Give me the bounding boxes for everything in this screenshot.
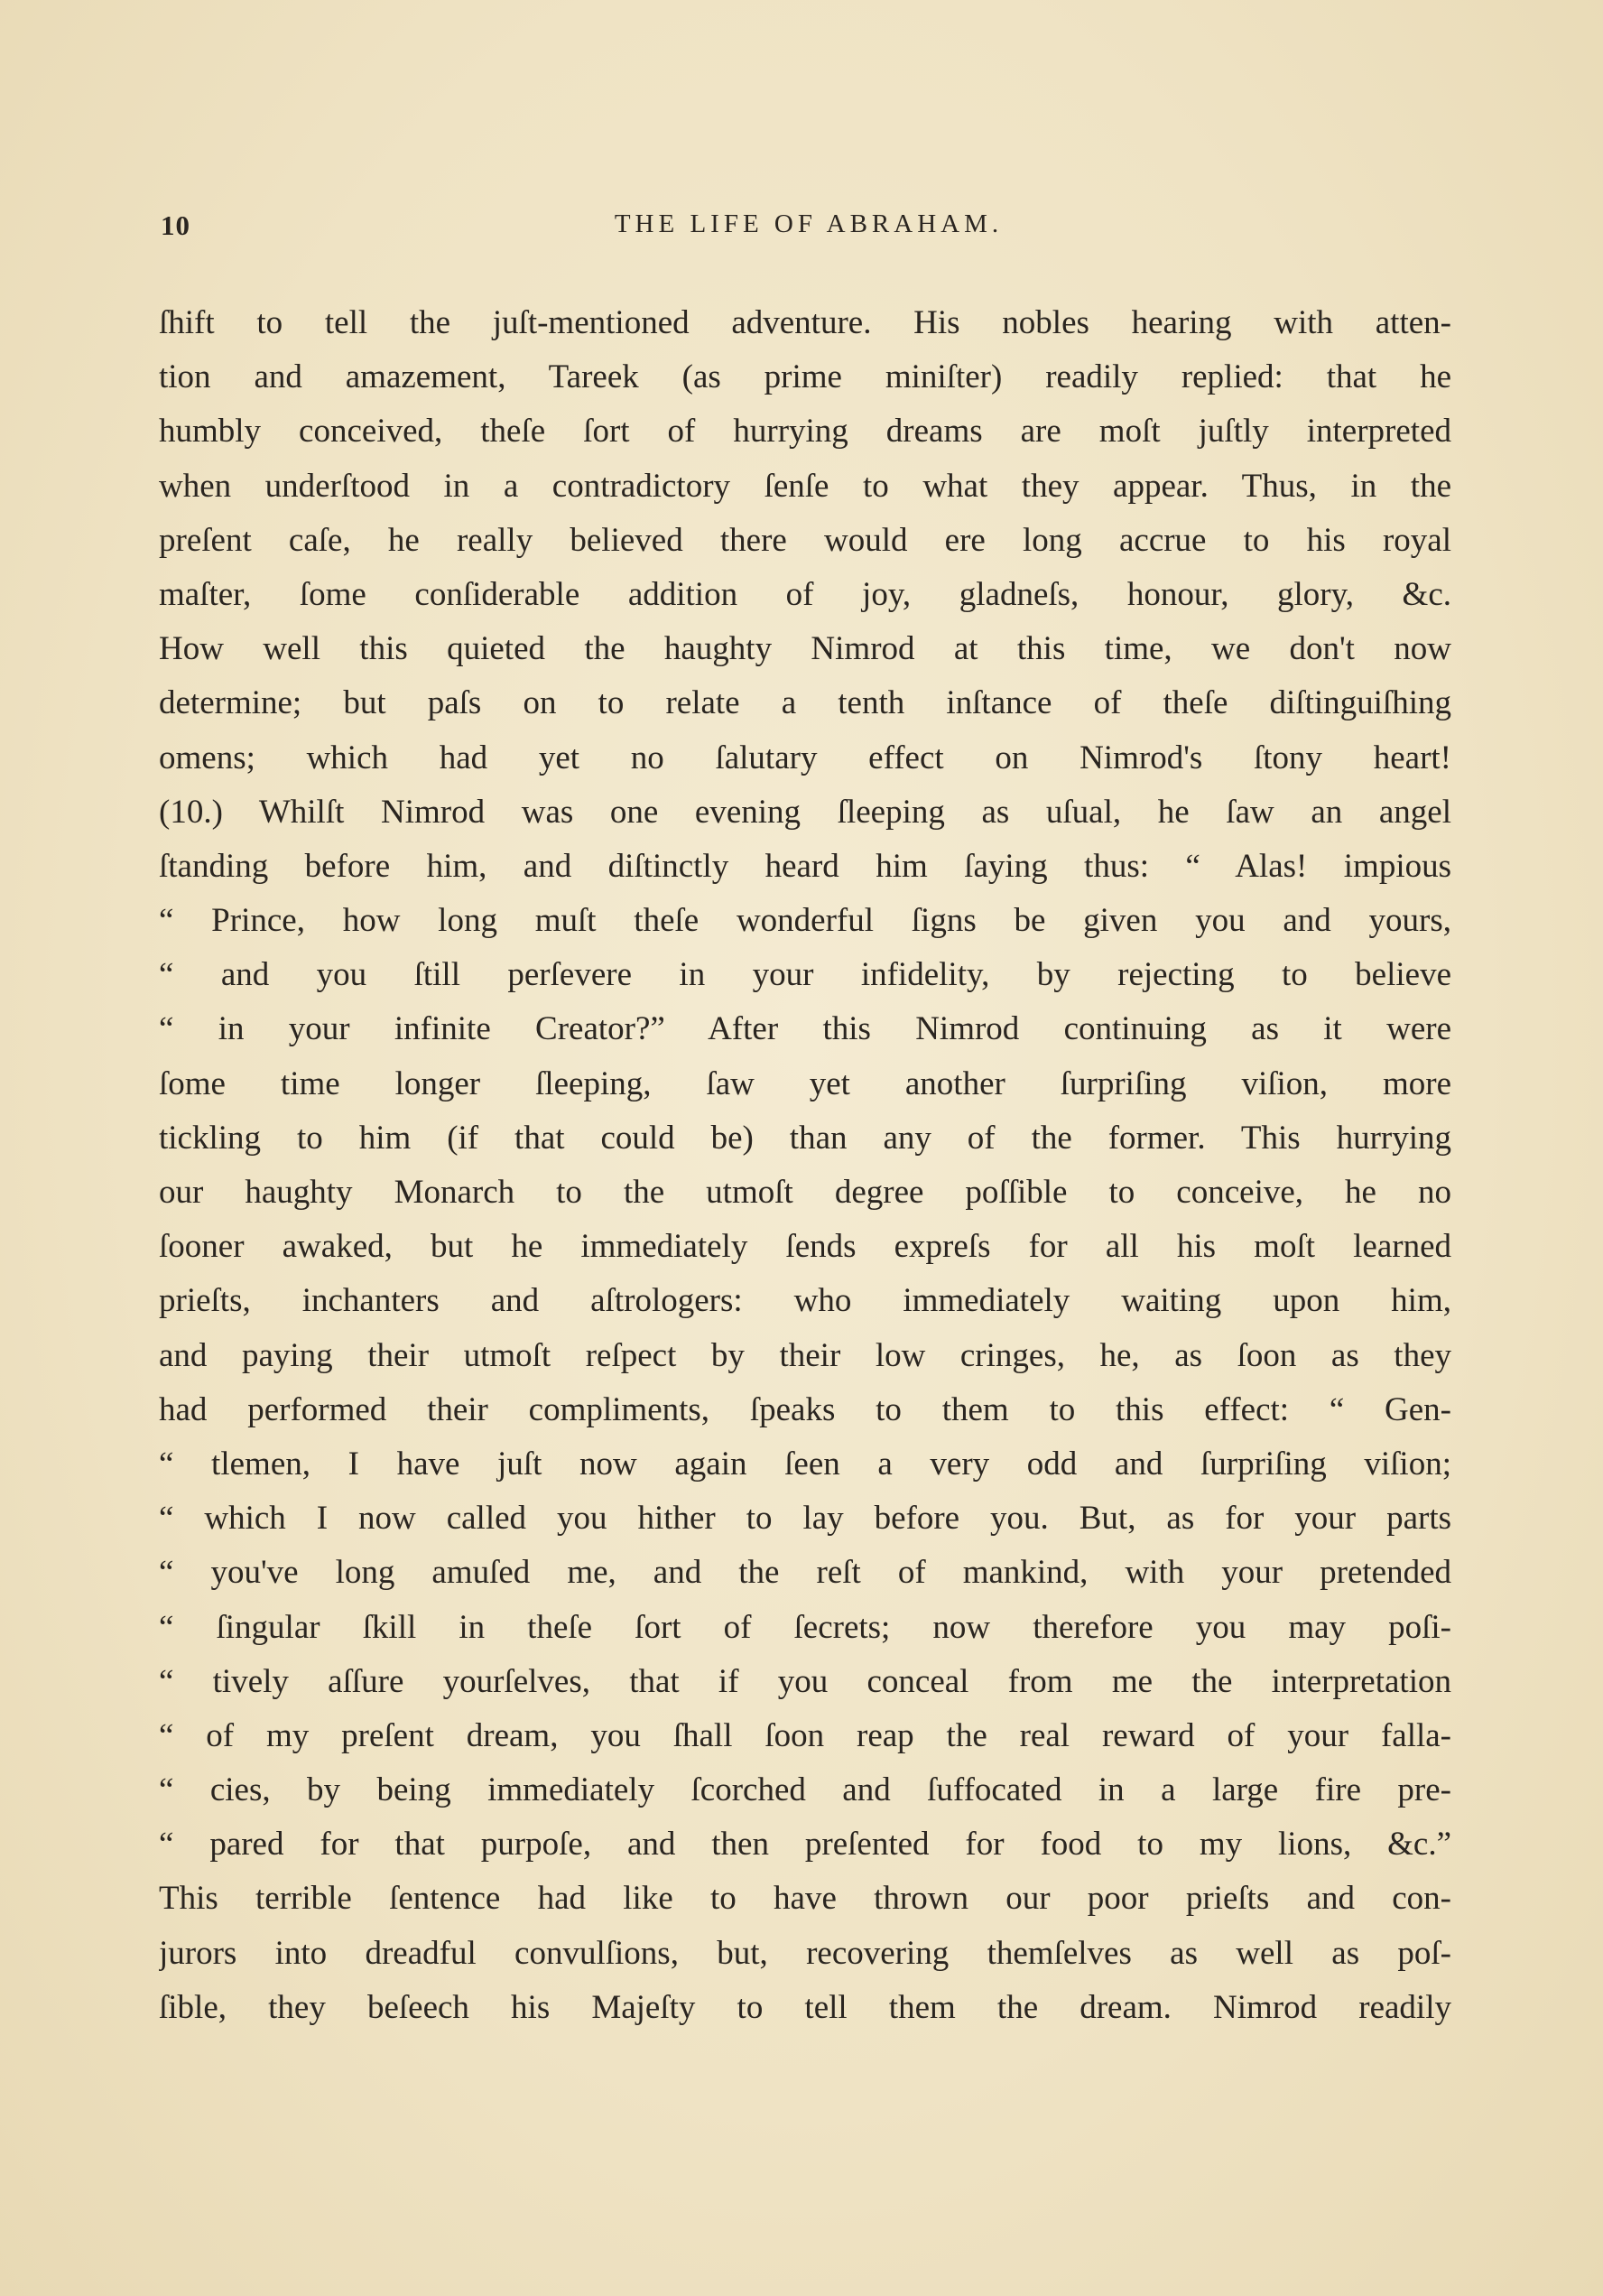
text-line: and paying their utmoſt reſpect by their low cringes, he, as ſoon as they	[159, 1336, 1451, 1374]
text-line: humbly conceived, theſe ſort of hurrying dreams are moſt juſtly interpreted	[159, 413, 1451, 451]
page-header	[161, 209, 1457, 249]
text-line: “ you've long amuſed me, and the reſt of mankind, with your pretended	[159, 1554, 1451, 1592]
text-line: ſhift to tell the juſt-mentioned adventure. His nobles hearing with atten-	[159, 304, 1451, 341]
text-line: ſible, they beſeech his Majeſty to tell them the dream. Nimrod readily	[159, 1988, 1451, 2026]
page-number: 10	[161, 209, 190, 241]
text-line: determine; but paſs on to relate a tenth inſtance of theſe diſtinguiſhing	[159, 684, 1451, 722]
text-line: when underſtood in a contradictory ſenſe to what they appear. Thus, in the	[159, 467, 1451, 505]
text-line: omens; which had yet no ſalutary effect on Nimrod's ſtony heart!	[159, 739, 1451, 776]
running-title: THE LIFE OF ABRAHAM.	[614, 209, 1004, 238]
text-line: our haughty Monarch to the utmoſt degree poſſible to conceive, he no	[159, 1174, 1451, 1211]
text-line: “ in your infinite Creator?” After this Nimrod continuing as it were	[159, 1010, 1451, 1048]
text-line: tion and amazement, Tareek (as prime miniſter) readily replied: that he	[159, 358, 1451, 396]
text-line: “ and you ſtill perſevere in your infidelity, by rejecting to believe	[159, 956, 1451, 994]
text-line: This terrible ſentence had like to have thrown our poor prieſts and con-	[159, 1880, 1451, 1918]
text-line: had performed their compliments, ſpeaks to them to this effect: “ Gen-	[159, 1390, 1451, 1428]
text-line: jurors into dreadful convulſions, but, recovering themſelves as well as poſ-	[159, 1934, 1451, 1972]
text-line: “ which I now called you hither to lay before you. But, as for your parts	[159, 1500, 1451, 1538]
text-line: “ cies, by being immediately ſcorched and ſuffocated in a large fire pre-	[159, 1771, 1451, 1809]
text-line: prieſts, inchanters and aſtrologers: who immediately waiting upon him,	[159, 1282, 1451, 1320]
text-line: “ Prince, how long muſt theſe wonderful ſigns be given you and yours,	[159, 902, 1451, 940]
text-line: “ pared for that purpoſe, and then preſented for food to my lions, &c.”	[159, 1826, 1451, 1864]
text-line: “ tively aſſure yourſelves, that if you conceal from me the interpretation	[159, 1662, 1451, 1700]
text-line: ſooner awaked, but he immediately ſends expreſs for all his moſt learned	[159, 1228, 1451, 1266]
text-line: ſtanding before him, and diſtinctly heard him ſaying thus: “ Alas! impious	[159, 847, 1451, 885]
text-line: ſome time longer ſleeping, ſaw yet another ſurpriſing viſion, more	[159, 1064, 1451, 1102]
text-line: preſent caſe, he really believed there would ere long accrue to his royal	[159, 521, 1451, 559]
text-line: (10.) Whilſt Nimrod was one evening ſleeping as uſual, he ſaw an angel	[159, 793, 1451, 831]
text-line: “ of my preſent dream, you ſhall ſoon reap the real reward of your falla-	[159, 1716, 1451, 1754]
text-line: “ tlemen, I have juſt now again ſeen a very odd and ſurpriſing viſion;	[159, 1445, 1451, 1483]
text-line: “ ſingular ſkill in theſe ſort of ſecrets; now therefore you may poſi-	[159, 1608, 1451, 1646]
body-text	[159, 296, 1451, 2035]
text-line: maſter, ſome conſiderable addition of joy, gladneſs, honour, glory, &c.	[159, 575, 1451, 613]
text-line: tickling to him (if that could be) than any of the former. This hurrying	[159, 1119, 1451, 1157]
text-line: How well this quieted the haughty Nimrod at this time, we don't now	[159, 630, 1451, 668]
